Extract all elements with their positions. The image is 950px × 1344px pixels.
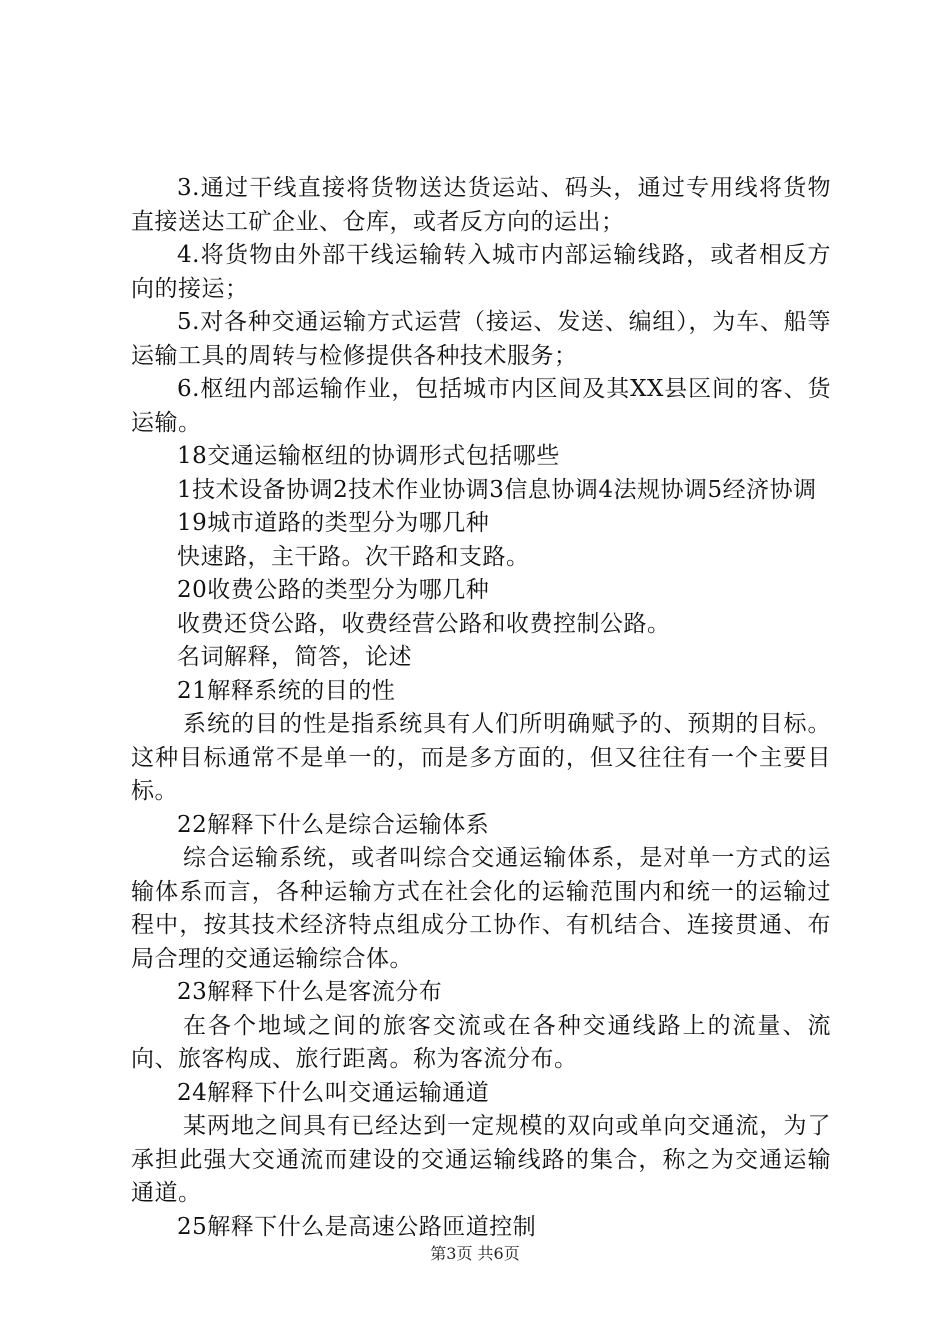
document-body — [131, 172, 831, 1244]
paragraph: 5.对各种交通运输方式运营（接运、发送、编组），为车、船等运输工具的周转与检修提供各种技术服务； — [131, 309, 831, 369]
question-heading: 18交通运输枢纽的协调形式包括哪些 — [177, 443, 560, 469]
answer-paragraph: 系统的目的性是指系统具有人们所明确赋予的、预期的目标。这种目标通常不是单一的，而是多方面的，但又往往有一个主要目标。 — [131, 711, 831, 804]
answer-paragraph: 某两地之间具有已经达到一定规模的双向或单向交通流，为了承担此强大交通流而建设的交通运输线路的集合，称之为交通运输通道。 — [131, 1113, 831, 1206]
page-footer: 第3页 共6页 — [430, 1244, 520, 1263]
answer-paragraph: 综合运输系统，或者叫综合交通运输体系，是对单一方式的运输体系而言，各种运输方式在社会化的运输范围内和统一的运输过程中，按其技术经济特点组成分工协作、有机结合、连接贯通、布局合理的交通运输综合体。 — [131, 845, 831, 972]
question-heading: 21解释系统的目的性 — [177, 677, 396, 704]
answer-paragraph: 快速路，主干路。次干路和支路。 — [177, 543, 530, 570]
answer-paragraph: 收费还贷公路，收费经营公路和收费控制公路。 — [177, 610, 671, 637]
paragraph: 4.将货物由外部干线运输转入城市内部运输线路，或者相反方向的接运； — [131, 242, 831, 302]
question-heading: 23解释下什么是客流分布 — [177, 979, 443, 1005]
question-heading: 25解释下什么是高速公路匝道控制 — [177, 1213, 537, 1240]
paragraph: 3.通过干线直接将货物送达货运站、码头，通过专用线将货物直接送达工矿企业、仓库，或者反方向的运出； — [131, 175, 831, 235]
question-heading: 24解释下什么叫交通运输通道 — [177, 1079, 490, 1106]
answer-paragraph: 在各个地域之间的旅客交流或在各种交通线路上的流量、流向、旅客构成、旅行距离。称为客流分布。 — [131, 1012, 831, 1072]
answer-paragraph: 1技术设备协调2技术作业协调3信息协调4法规协调5经济协调 — [177, 476, 817, 503]
question-heading: 20收费公路的类型分为哪几种 — [177, 577, 490, 603]
question-heading: 22解释下什么是综合运输体系 — [177, 811, 490, 838]
section-heading: 名词解释，简答，论述 — [177, 644, 412, 670]
question-heading: 19城市道路的类型分为哪几种 — [177, 510, 490, 536]
paragraph: 6.枢纽内部运输作业，包括城市内区间及其XX县区间的客、货运输。 — [131, 376, 831, 436]
